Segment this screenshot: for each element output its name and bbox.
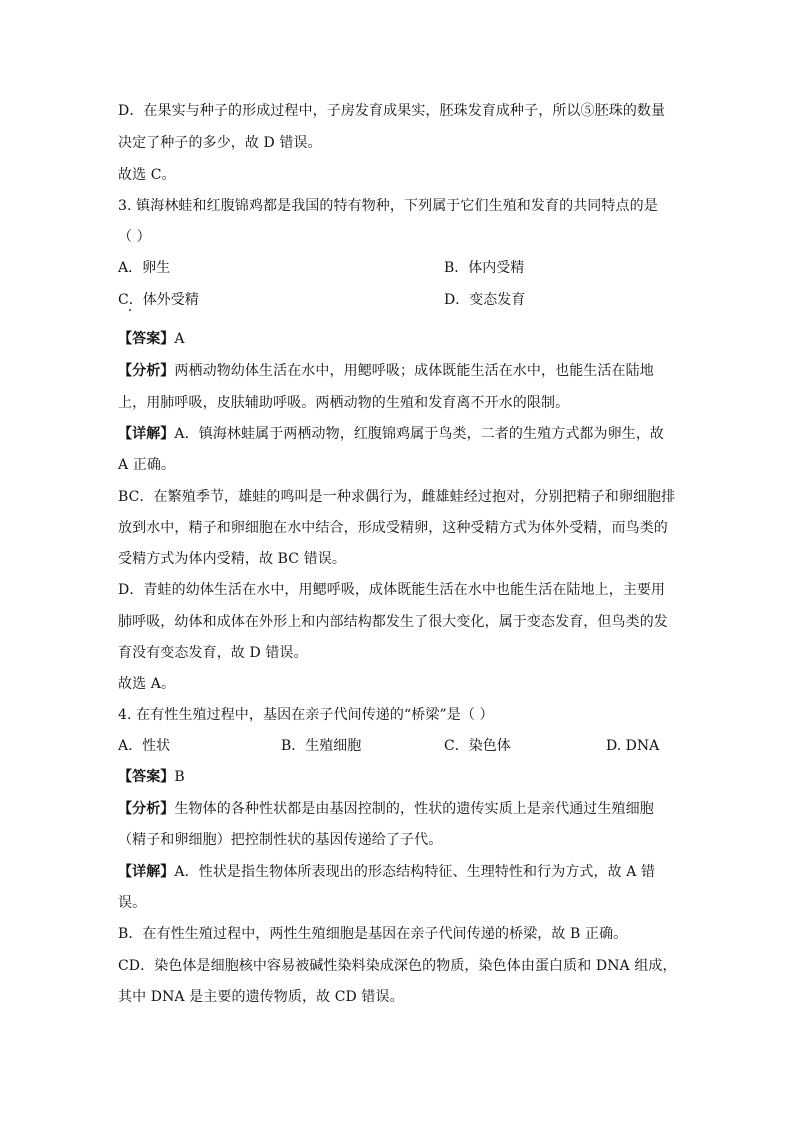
q3-bc-line-1: BC．在繁殖季节，雄蛙的鸣叫是一种求偶行为，雌雄蛙经过抱对，分别把精子和卵细胞排 [118, 489, 676, 505]
q3-d-line-2: 肺呼吸，幼体和成体在外形上和内部结构都发生了很大变化，属于变态发育，但鸟类的发 [118, 614, 668, 630]
q4-stem: 4. 在有性生殖过程中，基因在亲子代间传递的“桥梁”是（ ） [118, 707, 494, 723]
q3-detail-line-2: A 正确。 [118, 457, 176, 473]
q4-analysis-tag: 【分析】 [118, 801, 175, 817]
q3-option-d: D．变态发育 [444, 292, 526, 308]
q4-answer [118, 767, 185, 787]
q3-detail-tag: 【详解】 [118, 426, 175, 442]
q4-option-c: C．染色体 [444, 738, 511, 754]
q3-stem-line-1: 3. 镇海林蛙和红腹锦鸡都是我国的特有物种，下列属于它们生殖和发育的共同特点的是 [118, 198, 658, 214]
q3-answer [118, 329, 185, 349]
prev-d-line-1: D．在果实与种子的形成过程中，子房发育成果实，胚珠发育成种子，所以⑤胚珠的数量 [118, 103, 666, 119]
q3-detail-line-1 [118, 424, 664, 444]
q3-analysis-text-1: 两栖动物幼体生活在水中，用鳃呼吸；成体既能生活在水中，也能生活在陆地 [174, 363, 654, 379]
q4-analysis-line-2: （精子和卵细胞）把控制性状的基因传递给了子代。 [118, 832, 443, 848]
q4-b-line: B．在有性生殖过程中，两性生殖细胞是基因在亲子代间传递的桥梁，故 B 正确。 [118, 926, 628, 942]
q3-d-line-3: 育没有变态发育，故 D 错误。 [118, 645, 308, 661]
q4-analysis-line-1 [118, 799, 654, 819]
q3-option-c: C．体外受精 [118, 292, 199, 308]
q4-detail-line-2: 误。 [118, 895, 147, 911]
q4-analysis-text-1: 生物体的各种性状都是由基因控制的，性状的遗传实质上是亲代通过生殖细胞 [174, 801, 654, 817]
prev-choice: 故选 C。 [118, 167, 176, 183]
q3-analysis-line-2: 上，用肺呼吸，皮肤辅助呼吸。两栖动物的生殖和发育离不开水的限制。 [118, 395, 570, 411]
q3-stem-line-2: （ ） [118, 229, 151, 245]
q4-cd-line-1: CD．染色体是细胞核中容易被碱性染料染成深色的物质，染色体由蛋白质和 DNA 组成， [118, 958, 677, 974]
q3-analysis-tag: 【分析】 [118, 363, 175, 379]
q3-detail-text-1: A．镇海林蛙属于两栖动物，红腹锦鸡属于鸟类，二者的生殖方式都为卵生，故 [174, 426, 665, 442]
stray-dot-mark [129, 309, 131, 311]
q3-d-line-1: D．青蛙的幼体生活在水中，用鳃呼吸，成体既能生活在水中也能生活在陆地上，主要用 [118, 582, 666, 598]
q4-answer-tag: 【答案】 [118, 769, 175, 785]
prev-d-line-2: 决定了种子的多少，故 D 错误。 [118, 135, 322, 151]
q3-option-a: A．卵生 [118, 260, 171, 276]
q3-bc-line-3: 受精方式为体内受精，故 BC 错误。 [118, 551, 346, 567]
q3-answer-value: A [174, 331, 185, 347]
q4-answer-value: B [174, 769, 185, 785]
q4-detail-line-1 [118, 862, 655, 882]
q4-detail-text-1: A．性状是指生物体所表现出的形态结构特征、生理特性和行为方式，故 A 错 [174, 864, 656, 880]
q3-answer-tag: 【答案】 [118, 331, 175, 347]
q3-analysis-line-1 [118, 361, 654, 381]
q3-option-b: B．体内受精 [444, 260, 525, 276]
q4-option-a: A．性状 [118, 738, 171, 754]
q4-option-b: B．生殖细胞 [281, 738, 362, 754]
q4-option-d: D. DNA [606, 738, 660, 754]
q3-bc-line-2: 放到水中，精子和卵细胞在水中结合，形成受精卵，这种受精方式为体外受精，而鸟类的 [118, 520, 668, 536]
q4-detail-tag: 【详解】 [118, 864, 175, 880]
q4-cd-line-2: 其中 DNA 是主要的遗传物质，故 CD 错误。 [118, 989, 404, 1005]
q3-choice: 故选 A。 [118, 676, 176, 692]
